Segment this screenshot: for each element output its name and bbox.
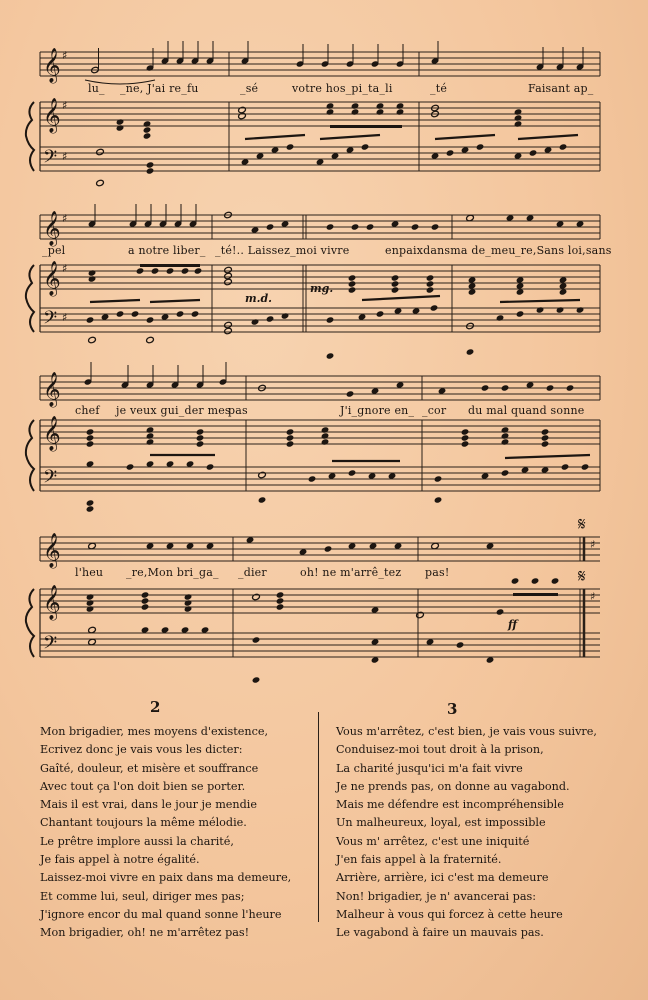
verse-2-line: J'ignore encor du mal quand sonne l'heure [40,907,282,921]
svg-text:♯: ♯ [62,150,68,163]
verse-2-line: Je fais appel à notre égalité. [40,853,200,867]
verse-3-line: Vous m' arrêtez, c'est une iniquité [336,834,530,848]
verse-2-line: Mon brigadier, oh! ne m'arrêtez pas! [40,926,250,940]
svg-text:𝄞: 𝄞 [43,98,61,133]
lyric-s4-3: _dier [238,566,267,579]
dynamic-md: m.d. [245,292,272,305]
verse-2-line: Mais il est vrai, dans le jour je mendie [40,798,257,812]
svg-text:𝄞: 𝄞 [43,48,61,83]
lyric-s3-6: du mal quand sonne [468,404,585,417]
svg-text:♯: ♯ [590,538,596,551]
svg-text:♯: ♯ [590,590,596,603]
lyric-s3-4: J'i_gnore en_ [340,404,415,417]
lyric-s1-4: votre hos_pi_ta_li [292,82,393,95]
system-3 [26,362,600,513]
lyric-s1-2: _ne, J'ai re_fu [120,82,199,95]
svg-text:♯: ♯ [62,49,68,62]
dynamic-mg: mg. [310,282,334,295]
svg-text:♯: ♯ [62,99,68,112]
verse-3 [336,723,597,943]
lyric-s2-5: _re,Sans loi,sans [515,244,612,257]
verse-2-number: 2 [150,698,161,716]
lyric-s2-2: a notre liber_ [128,244,206,257]
svg-text:𝄞: 𝄞 [43,416,61,451]
svg-text:𝄞: 𝄞 [43,372,61,407]
lyric-s1-1: lu_ [88,82,105,95]
svg-text:𝄞: 𝄞 [43,585,61,620]
verse-3-line: Mais me défendre est incompréhensible [336,798,564,812]
system-1 [26,41,600,187]
svg-text:𝄢: 𝄢 [43,147,58,172]
verse-3-line: J'en fais appel à la fraternité. [336,853,502,867]
lyric-s3-5: _cor [422,404,447,417]
svg-text:♯: ♯ [62,262,68,275]
verse-2-line: Ecrivez donc je vais vous les dicter: [40,743,243,757]
lyric-s3-1: chef [75,404,100,417]
verse-divider [318,712,319,922]
verse-2-line: Chantant toujours la même mélodie. [40,816,247,830]
dynamic-ff: ff [508,618,518,631]
lyric-s4-5: pas! [425,566,450,579]
svg-text:𝄢: 𝄢 [43,467,58,492]
lyric-s3-2: je veux gui_der mes [116,404,231,417]
lyric-s2-3: _té!.. Laissez_moi vivre [215,244,350,257]
lyric-s4-1: l'heu [75,566,104,579]
lyric-s4-4: oh! ne m'arrê_tez [300,566,402,579]
verse-3-number: 3 [447,700,458,718]
verse-2-line: Gaîté, douleur, et misère et souffrance [40,761,259,775]
verse-3-line: Arrière, arrière, ici c'est ma demeure [336,871,549,885]
verse-3-line: Je ne prends pas, on donne au vagabond. [336,779,570,793]
verse-2-line: Et comme lui, seul, diriger mes pas; [40,889,245,903]
system-4 [26,514,600,684]
svg-text:𝄞: 𝄞 [43,211,61,246]
lyric-s3-3: pas [228,404,248,417]
verse-3-line: Le vagabond à faire un mauvais pas. [336,926,544,940]
lyric-s1-3: _sé [240,82,259,95]
svg-text:𝄢: 𝄢 [43,308,58,333]
verse-2 [40,723,291,943]
verse-3-line: Un malheureux, loyal, est impossible [336,816,546,830]
svg-text:𝄋: 𝄋 [578,566,586,587]
verse-2-line: Laissez-moi vivre en paix dans ma demeure, [40,871,292,885]
lyric-s1-5: _té [430,82,448,95]
verse-3-line: La charité jusqu'ici m'a fait vivre [336,761,523,775]
verse-3-line: Non! brigadier, je n' avancerai pas: [336,889,537,903]
lyric-s1-6: Faisant ap_ [528,82,594,95]
svg-text:𝄞: 𝄞 [43,261,61,296]
lyric-s4-2: _re,Mon bri_ga_ [126,566,219,579]
verse-2-line: Le prêtre implore aussi la charité, [40,834,234,848]
svg-text:♯: ♯ [62,311,68,324]
verse-3-line: Vous m'arrêtez, c'est bien, je vais vous suivre, [336,725,597,738]
verse-2-line: Avec tout ça l'on doit bien se porter. [40,779,246,793]
svg-text:♯: ♯ [62,212,68,225]
lyric-s2-1: _pel [42,244,66,257]
verse-3-line: Conduisez-moi tout droit à la prison, [336,743,544,757]
verse-3-line: Malheur à vous qui forcez à cette heure [336,907,563,921]
svg-text:𝄞: 𝄞 [43,533,61,568]
lyric-s2-4: enpaixdansma de_meu [385,244,516,257]
verse-2-line: Mon brigadier, mes moyens d'existence, [40,725,269,738]
svg-text:𝄢: 𝄢 [43,633,58,658]
svg-text:𝄋: 𝄋 [578,514,586,535]
